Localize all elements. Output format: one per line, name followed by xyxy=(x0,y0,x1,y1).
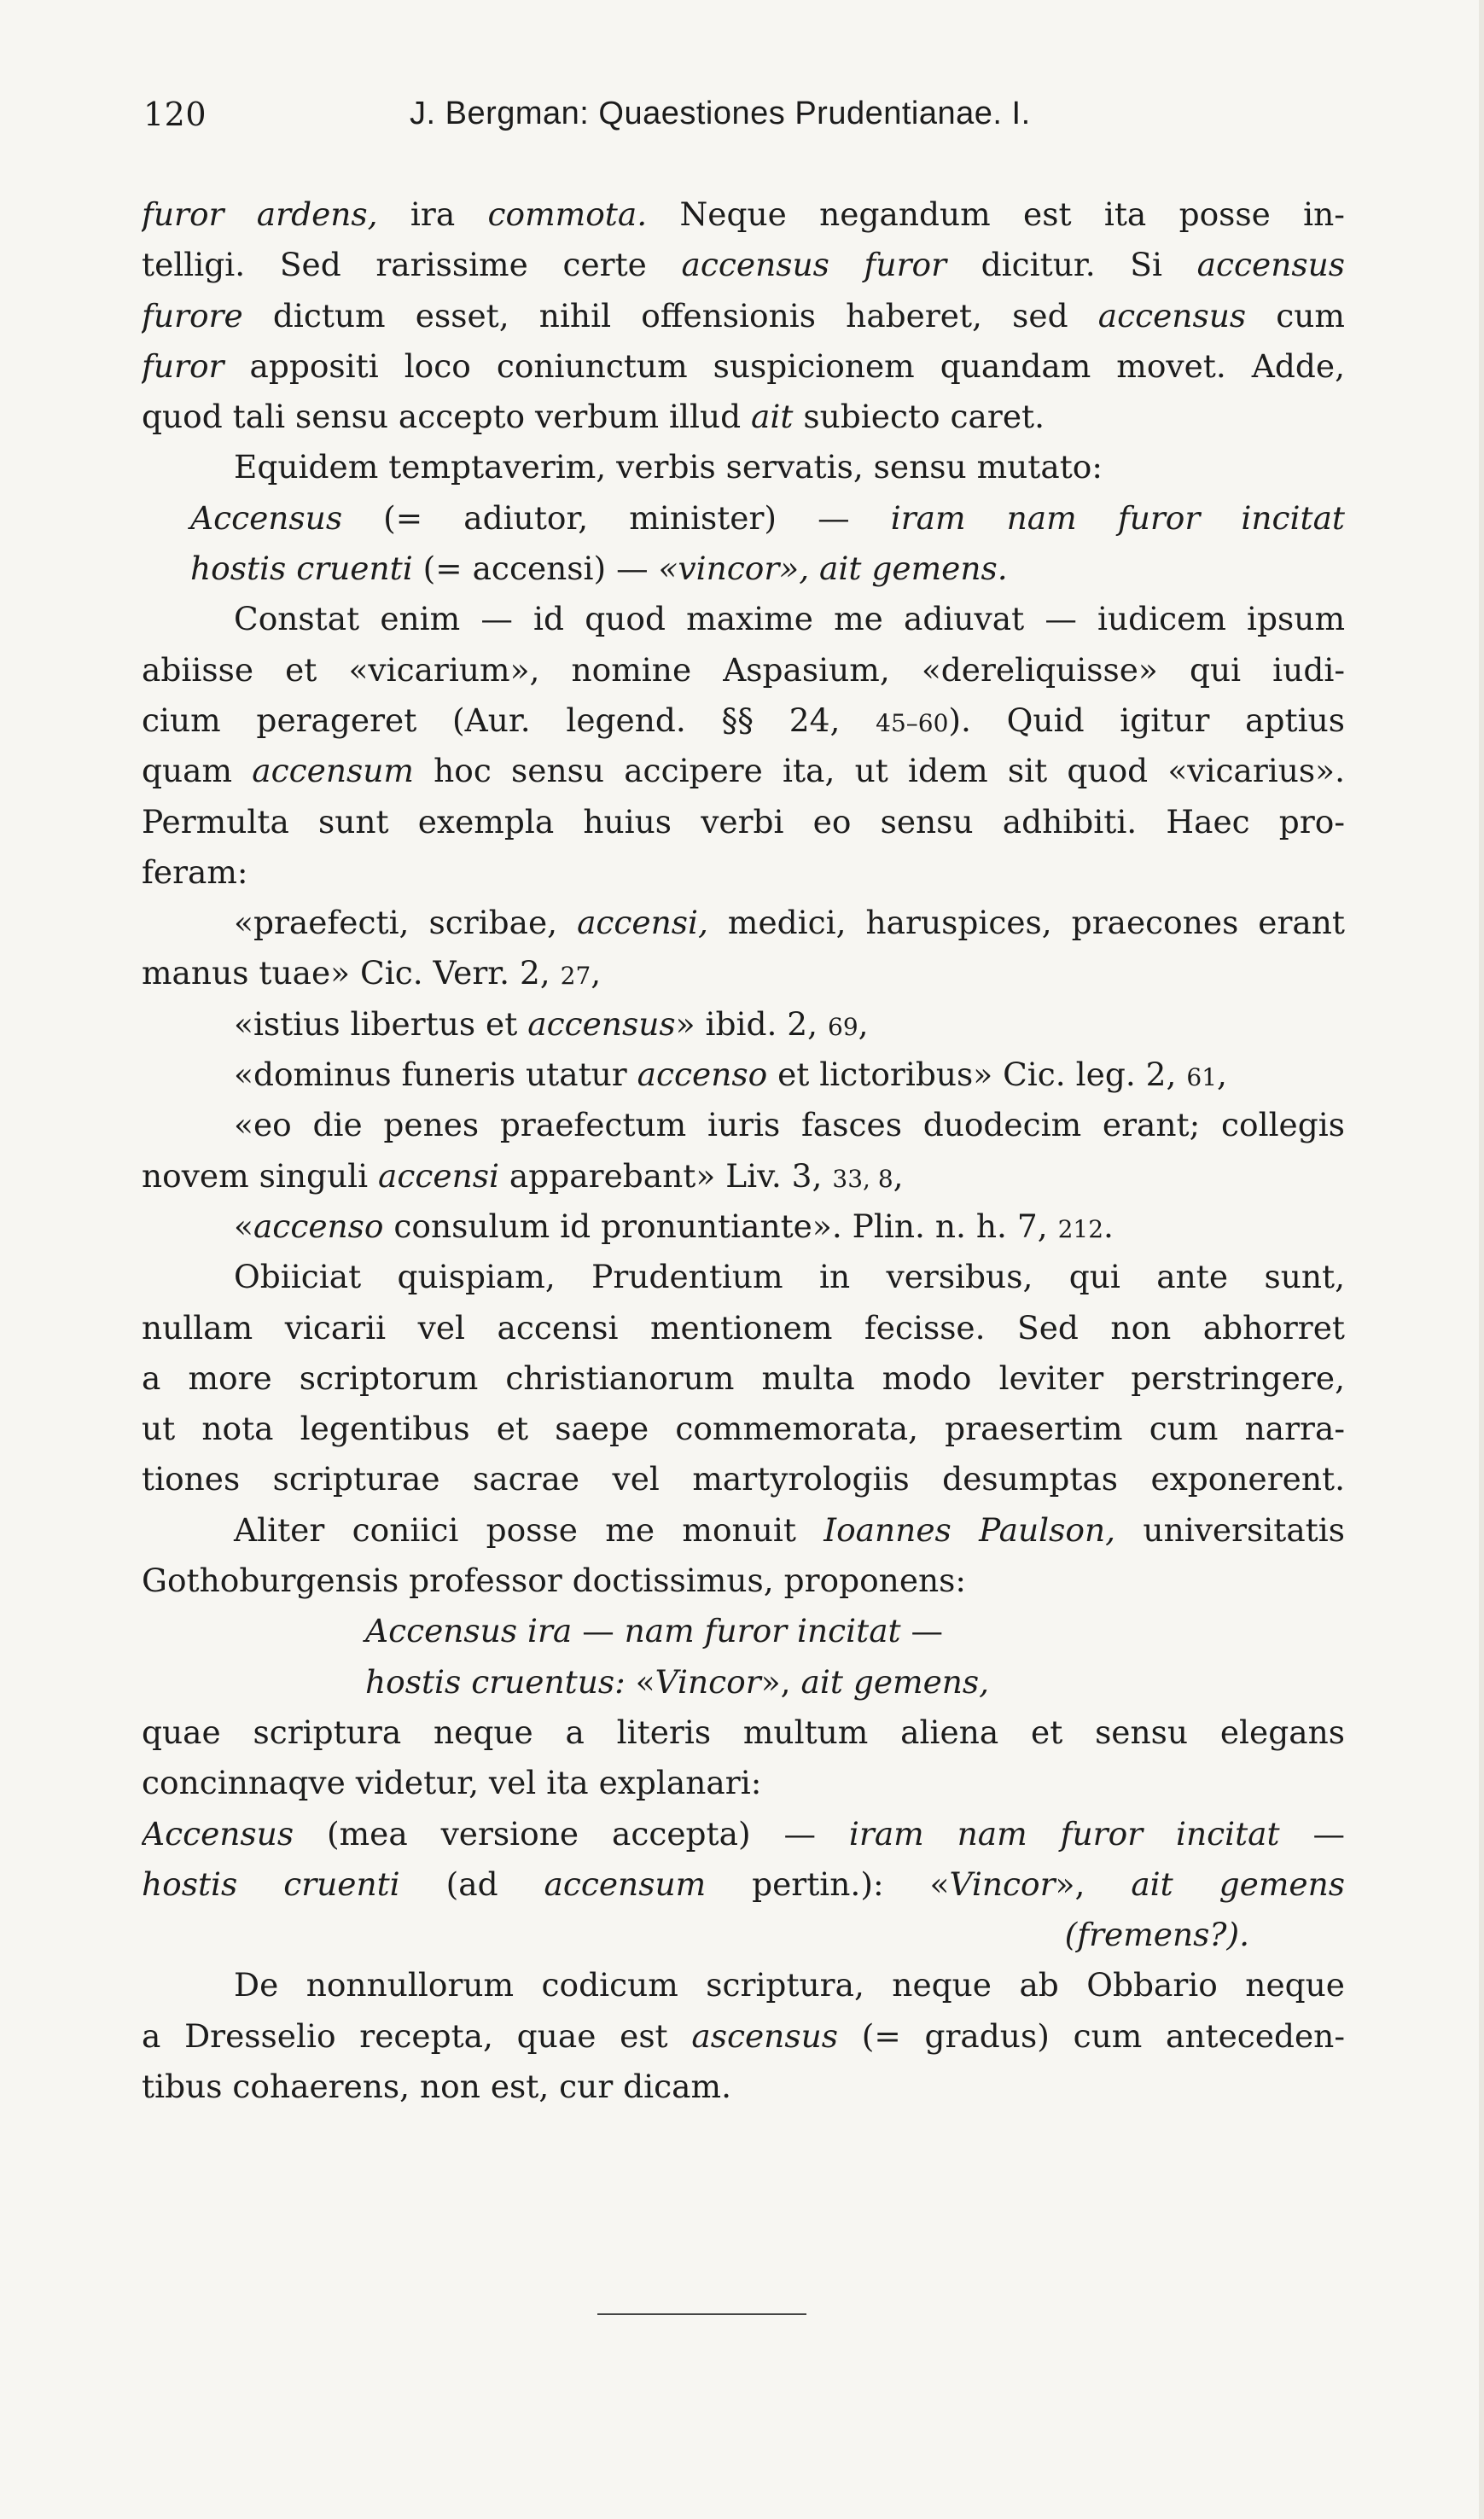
text-line: telligi. Sed rarissime certe accensus furor dicitur. Si accensus xyxy=(142,246,1345,284)
text-line: furor appositi loco coniunctum suspicionem quandam movet. Adde, xyxy=(142,346,1345,385)
text-line: concinnaqve videtur, vel ita explanari: xyxy=(142,1764,762,1802)
text-line: Gothoburgensis professor doctissimus, proponens: xyxy=(142,1562,967,1600)
text-line: furore dictum esset, nihil offensionis haberet, sed accensus cum xyxy=(142,296,1345,335)
text-line: «eo die penes praefectum iuris fasces duodecim erant; collegis xyxy=(234,1106,1345,1144)
text-line: hostis cruenti (ad accensum pertin.): «Vincor», ait gemens xyxy=(142,1865,1345,1903)
text-line: manus tuae» Cic. Verr. 2, 27, xyxy=(142,954,602,992)
text-line: a more scriptorum christianorum multa modo leviter perstringere, xyxy=(142,1358,1345,1397)
text-line: Aliter coniici posse me monuit Ioannes Paulson, universitatis xyxy=(234,1510,1345,1549)
text-line: Equidem temptaverim, verbis servatis, sensu mutato: xyxy=(234,448,1103,486)
text-line: Obiiciat quispiam, Prudentium in versibus, qui ante sunt, xyxy=(234,1258,1345,1296)
text-line: hostis cruentus: «Vincor», ait gemens, xyxy=(365,1662,990,1701)
text-line: ut nota legentibus et saepe commemorata, praesertim cum narra- xyxy=(142,1410,1345,1448)
text-line: hostis cruenti (= accensi) — «vincor», ait gemens. xyxy=(190,550,1008,588)
text-line: feram: xyxy=(142,852,248,891)
text-line: abiisse et «vicarium», nomine Aspasium, «dereliquisse» qui iudi- xyxy=(142,650,1345,689)
text-line: «dominus funeris utatur accenso et lictoribus» Cic. leg. 2, 61, xyxy=(234,1056,1227,1094)
text-line: «accenso consulum id pronuntiante». Plin. n. h. 7, 212. xyxy=(234,1207,1114,1245)
text-line: nullam vicarii vel accensi mentionem fecisse. Sed non abhorret xyxy=(142,1308,1345,1347)
text-line: Accensus ira — nam furor incitat — xyxy=(365,1612,944,1650)
text-line: Accensus (= adiutor, minister) — iram nam furor incitat xyxy=(190,498,1345,537)
text-line: quod tali sensu accepto verbum illud ait subiecto caret. xyxy=(142,398,1045,436)
text-line: (fremens?). xyxy=(1064,1916,1249,1954)
footnote-rule xyxy=(597,2313,806,2315)
text-line: a Dresselio recepta, quae est ascensus (= gradus) cum anteceden- xyxy=(142,2016,1345,2055)
text-line: tiones scripturae sacrae vel martyrologiis desumptas exponerent. xyxy=(142,1460,1345,1498)
running-title: J. Bergman: Quaestiones Prudentianae. I. xyxy=(410,96,1031,131)
text-line: novem singuli accensi apparebant» Liv. 3, 33, 8, xyxy=(142,1156,904,1195)
page-edge xyxy=(1479,0,1484,2519)
text-line: «praefecti, scribae, accensi, medici, haruspices, praecones erant xyxy=(234,904,1345,942)
text-line: furor ardens, ira commota. Neque negandum est ita posse in- xyxy=(142,195,1345,233)
text-line: «istius libertus et accensus» ibid. 2, 69, xyxy=(234,1004,869,1043)
text-line: De nonnullorum codicum scriptura, neque ab Obbario neque xyxy=(234,1966,1345,2004)
body-text xyxy=(142,189,1345,2112)
text-line: quae scriptura neque a literis multum aliena et sensu elegans xyxy=(142,1713,1345,1751)
text-line: cium perageret (Aur. legend. §§ 24, 45–60). Quid igitur aptius xyxy=(142,701,1345,739)
page-number: 120 xyxy=(143,96,207,133)
text-line: quam accensum hoc sensu accipere ita, ut idem sit quod «vicarius». xyxy=(142,752,1345,790)
text-line: tibus cohaerens, non est, cur dicam. xyxy=(142,2067,732,2105)
text-line: Constat enim — id quod maxime me adiuvat — iudicem ipsum xyxy=(234,600,1345,638)
text-line: Accensus (mea versione accepta) — iram nam furor incitat — xyxy=(142,1814,1345,1853)
text-line: Permulta sunt exempla huius verbi eo sensu adhibiti. Haec pro- xyxy=(142,802,1345,841)
